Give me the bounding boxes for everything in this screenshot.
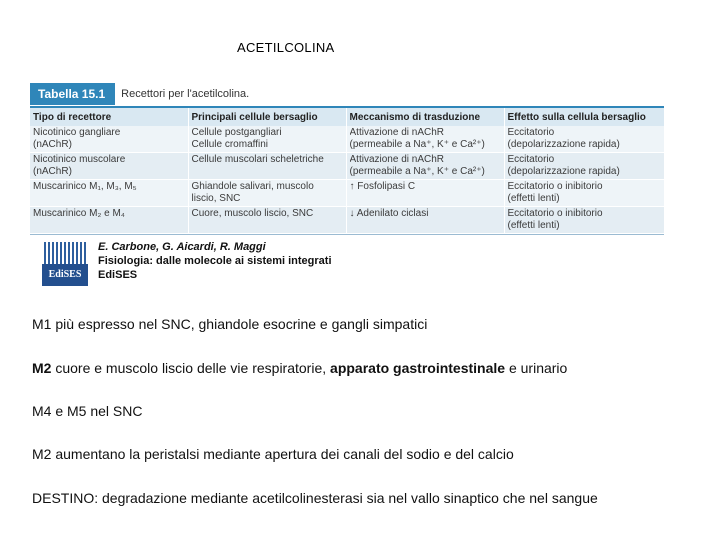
note-m2-label: M2 — [32, 360, 52, 376]
note-m2-highlight: apparato gastrointestinale — [330, 360, 506, 376]
header-target-cells: Principali cellule bersaglio — [188, 108, 346, 126]
table-number-badge: Tabella 15.1 — [30, 83, 115, 105]
cell-mechanism: ↓ Adenilato ciclasi — [346, 207, 504, 234]
publisher-credit — [40, 240, 332, 288]
table-row — [30, 207, 664, 234]
cell-target-cells: Cuore, muscolo liscio, SNC — [188, 207, 346, 234]
cell-mechanism: Attivazione di nAChR (permeabile a Na⁺, K⁺ e Ca²⁺) — [346, 153, 504, 180]
logo-label: EdiSES — [42, 264, 88, 286]
cell-effect: Eccitatorio (depolarizzazione rapida) — [504, 126, 664, 153]
cell-target-cells: Cellule postgangliari Cellule cromaffini — [188, 126, 346, 153]
table-caption: Recettori per l'acetilcolina. — [121, 88, 250, 100]
cell-mechanism: Attivazione di nAChR (permeabile a Na⁺, K⁺ e Ca²⁺) — [346, 126, 504, 153]
book-title: Fisiologia: dalle molecole ai sistemi integrati — [98, 255, 332, 267]
note-m1: M1 più espresso nel SNC, ghiandole esocrine e gangli simpatici — [32, 316, 428, 332]
header-mechanism: Meccanismo di trasduzione — [346, 108, 504, 126]
logo-stripes — [44, 242, 86, 264]
cell-mechanism: ↑ Fosfolipasi C — [346, 180, 504, 207]
publisher-name: EdiSES — [98, 269, 138, 281]
table-row — [30, 126, 664, 153]
cell-effect: Eccitatorio o inibitorio (effetti lenti) — [504, 180, 664, 207]
slide-title: ACETILCOLINA — [237, 40, 335, 55]
receptor-table-figure — [30, 82, 664, 235]
cell-receptor-type: Muscarinico M₁, M₃, M₅ — [30, 180, 188, 207]
receptor-table — [30, 108, 665, 234]
note-destino: DESTINO: degradazione mediante acetilcolinesterasi sia nel vallo sinaptico che nel sangue — [32, 490, 598, 506]
cell-effect: Eccitatorio (depolarizzazione rapida) — [504, 153, 664, 180]
book-authors: E. Carbone, G. Aicardi, R. Maggi — [98, 241, 266, 253]
table-row — [30, 153, 664, 180]
table-caption-row — [30, 82, 664, 106]
note-m2-text-b: e urinario — [505, 360, 568, 376]
cell-target-cells: Cellule muscolari scheletriche — [188, 153, 346, 180]
cell-receptor-type: Muscarinico M₂ e M₄ — [30, 207, 188, 234]
note-m4-m5: M4 e M5 nel SNC — [32, 403, 143, 419]
cell-receptor-type: Nicotinico muscolare (nAChR) — [30, 153, 188, 180]
cell-target-cells: Ghiandole salivari, muscolo liscio, SNC — [188, 180, 346, 207]
header-effect: Effetto sulla cellula bersaglio — [504, 108, 664, 126]
table-row — [30, 180, 664, 207]
cell-receptor-type: Nicotinico gangliare (nAChR) — [30, 126, 188, 153]
note-m2 — [32, 360, 567, 376]
note-peristalsis: M2 aumentano la peristalsi mediante apertura dei canali del sodio e del calcio — [32, 446, 514, 462]
note-m2-text-a: cuore e muscolo liscio delle vie respiratorie, — [51, 360, 331, 376]
publisher-text — [98, 240, 332, 282]
edises-logo — [40, 240, 90, 288]
header-receptor-type: Tipo di recettore — [30, 108, 188, 126]
cell-effect: Eccitatorio o inibitorio (effetti lenti) — [504, 207, 664, 234]
table-bottom-rule — [30, 234, 664, 235]
table-header-row — [30, 108, 664, 126]
